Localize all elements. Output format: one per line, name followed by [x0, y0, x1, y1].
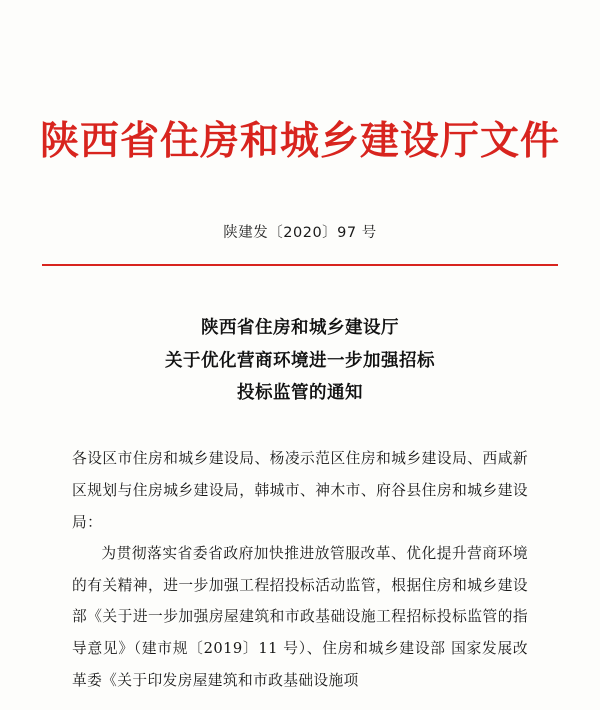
document-header [0, 0, 600, 165]
body-paragraph-recipients: 各设区市住房和城乡建设局、杨凌示范区住房和城乡建设局、西咸新区规划与住房城乡建设局，韩城市、神木市、府谷县住房和城乡建设局： [72, 450, 528, 531]
red-divider-rule [42, 264, 558, 267]
document-subject [0, 312, 600, 409]
subject-line-1: 陕西省住房和城乡建设厅 [201, 318, 399, 339]
subject-line-2: 关于优化营商环境进一步加强招标 [165, 350, 435, 371]
document-header-title: 陕西省住房和城乡建设厅文件 [39, 118, 560, 164]
body-paragraph-opening: 为贯彻落实省委省政府加快推进放管服改革、优化提升营商环境的有关精神，进一步加强工程招投标活动监管，根据住房和城乡建设部《关于进一步加强房屋建筑和市政基础设施工程招标投标监管的指导意见》（建市规〔2019〕11 号）、住房和城乡建设部 国家发展改革委《关于印发房屋建筑和市政基础设施项 [72, 545, 528, 689]
document-body [72, 443, 528, 696]
subject-line-3: 投标监管的通知 [237, 383, 363, 404]
document-number: 陕建发〔2020〕97 号 [223, 224, 377, 241]
